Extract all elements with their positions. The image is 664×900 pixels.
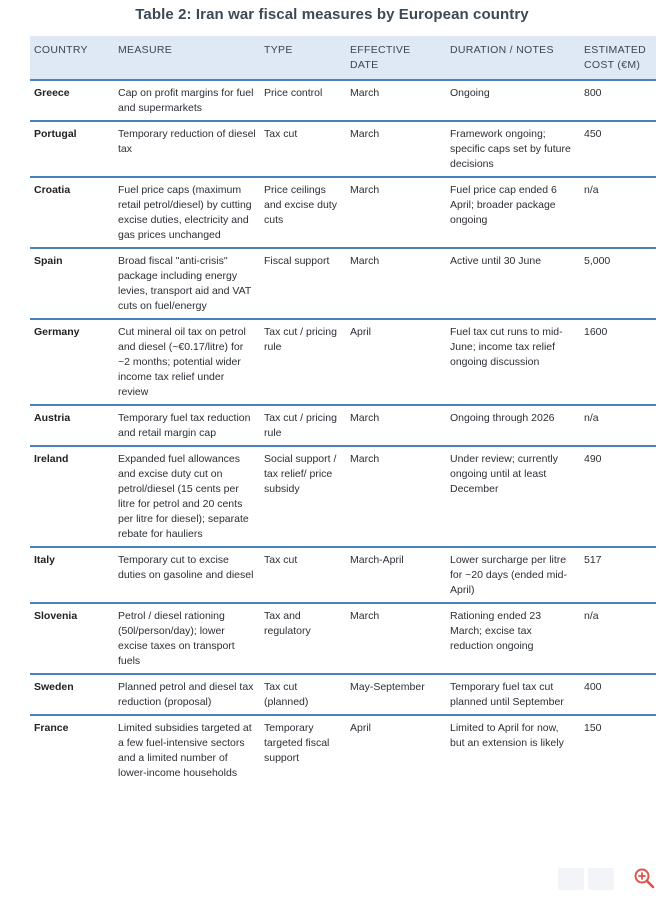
table-body: [30, 80, 656, 785]
cell-country: Germany: [34, 326, 80, 338]
cell-country: France: [34, 722, 69, 734]
cell-date: March: [350, 412, 380, 424]
cell-measure: Cap on profit margins for fuel and supermarkets: [118, 87, 254, 114]
cell-measure: Limited subsidies targeted at a few fuel-intensive sectors and a limited number of lower-income households: [118, 722, 252, 779]
cell-measure: Temporary reduction of diesel tax: [118, 128, 256, 155]
cell-cost: n/a: [584, 184, 599, 196]
table-title: Table 2: Iran war fiscal measures by European country: [135, 6, 529, 23]
table-row: [30, 446, 656, 547]
zoom-in-icon[interactable]: [632, 866, 656, 890]
cell-country: Sweden: [34, 681, 74, 693]
cell-date: April: [350, 722, 372, 734]
cell-cost: n/a: [584, 610, 599, 622]
cell-measure: Petrol / diesel rationing (50l/person/day); lower excise taxes on transport fuels: [118, 610, 235, 667]
table-row: [30, 248, 656, 319]
table-row: [30, 603, 656, 674]
cell-measure: Planned petrol and diesel tax reduction (proposal): [118, 681, 254, 708]
cell-cost: 490: [584, 453, 602, 465]
header-country: COUNTRY: [34, 44, 88, 56]
cell-country: Slovenia: [34, 610, 78, 622]
cell-type: Tax cut / pricing rule: [264, 326, 337, 353]
header-effective-date: EFFECTIVE DATE: [350, 44, 411, 71]
cell-country: Spain: [34, 255, 63, 267]
cell-cost: 450: [584, 128, 602, 140]
cell-measure: Expanded fuel allowances and excise duty cut on petrol/diesel (15 cents per litre for petrol and 20 cents per litre for diesel); separate rebate for hauliers: [118, 453, 249, 540]
cell-date: March: [350, 87, 380, 99]
cell-country: Austria: [34, 412, 71, 424]
table-row: [30, 177, 656, 248]
cell-type: Tax cut: [264, 554, 298, 566]
cell-country: Ireland: [34, 453, 69, 465]
zoom-in-icon-graphic: [632, 866, 656, 890]
cell-date: March: [350, 184, 380, 196]
cell-type: Tax cut (planned): [264, 681, 309, 708]
cell-country: Italy: [34, 554, 56, 566]
table-header-row: [30, 36, 656, 80]
cell-type: Temporary targeted fiscal support: [264, 722, 330, 764]
cell-type: Tax and regulatory: [264, 610, 311, 637]
cell-cost: 517: [584, 554, 602, 566]
fiscal-measures-table: [30, 36, 656, 785]
table-row: [30, 674, 656, 715]
cell-notes: Ongoing: [450, 87, 490, 99]
cell-country: Portugal: [34, 128, 77, 140]
cell-date: March: [350, 128, 380, 140]
table-row: [30, 319, 656, 405]
faded-toolbar-overlay: [558, 868, 620, 892]
header-measure: MEASURE: [118, 44, 173, 56]
cell-type: Price control: [264, 87, 323, 99]
header-duration-notes: DURATION / NOTES: [450, 44, 554, 56]
cell-cost: n/a: [584, 412, 599, 424]
cell-cost: 150: [584, 722, 602, 734]
table-row: [30, 405, 656, 446]
cell-measure: Broad fiscal "anti-crisis" package including energy levies, transport aid and VAT cuts on fuel/energy: [118, 255, 252, 312]
cell-measure: Fuel price caps (maximum retail petrol/diesel) by cutting excise duties, electricity and gas prices unchanged: [118, 184, 252, 241]
cell-type: Tax cut / pricing rule: [264, 412, 337, 439]
cell-notes: Fuel price cap ended 6 April; broader package ongoing: [450, 184, 557, 226]
table-row: [30, 547, 656, 603]
table-row: [30, 80, 656, 121]
cell-notes: Ongoing through 2026: [450, 412, 555, 424]
cell-type: Price ceilings and excise duty cuts: [264, 184, 337, 226]
cell-type: Tax cut: [264, 128, 298, 140]
cell-date: March-April: [350, 554, 404, 566]
cell-cost: 1600: [584, 326, 608, 338]
faded-button-shape: [558, 868, 584, 890]
cell-notes: Rationing ended 23 March; excise tax reduction ongoing: [450, 610, 542, 652]
header-estimated-cost: ESTIMATED COST (€M): [584, 44, 647, 71]
cell-date: May-September: [350, 681, 425, 693]
header-type: TYPE: [264, 44, 293, 56]
cell-notes: Temporary fuel tax cut planned until September: [450, 681, 564, 708]
cell-measure: Temporary fuel tax reduction and retail margin cap: [118, 412, 251, 439]
cell-notes: Limited to April for now, but an extension is likely: [450, 722, 564, 749]
cell-measure: Cut mineral oil tax on petrol and diesel (~€0.17/litre) for ~2 months; potential wider income tax relief under review: [118, 326, 246, 398]
cell-date: March: [350, 610, 380, 622]
cell-cost: 400: [584, 681, 602, 693]
cell-date: March: [350, 255, 380, 267]
cell-date: March: [350, 453, 380, 465]
cell-type: Social support / tax relief/ price subsidy: [264, 453, 337, 495]
cell-notes: Active until 30 June: [450, 255, 542, 267]
table-row: [30, 121, 656, 177]
cell-cost: 5,000: [584, 255, 611, 267]
cell-date: April: [350, 326, 372, 338]
cell-notes: Under review; currently ongoing until at least December: [450, 453, 558, 495]
cell-notes: Lower surcharge per litre for ~20 days (ended mid-April): [450, 554, 568, 596]
cell-measure: Temporary cut to excise duties on gasoline and diesel: [118, 554, 254, 581]
cell-notes: Framework ongoing; specific caps set by future decisions: [450, 128, 571, 170]
cell-notes: Fuel tax cut runs to mid-June; income tax relief ongoing discussion: [450, 326, 563, 368]
faded-button-shape: [588, 868, 614, 890]
cell-country: Croatia: [34, 184, 71, 196]
cell-type: Fiscal support: [264, 255, 330, 267]
cell-country: Greece: [34, 87, 70, 99]
cell-cost: 800: [584, 87, 602, 99]
table-row: [30, 715, 656, 785]
